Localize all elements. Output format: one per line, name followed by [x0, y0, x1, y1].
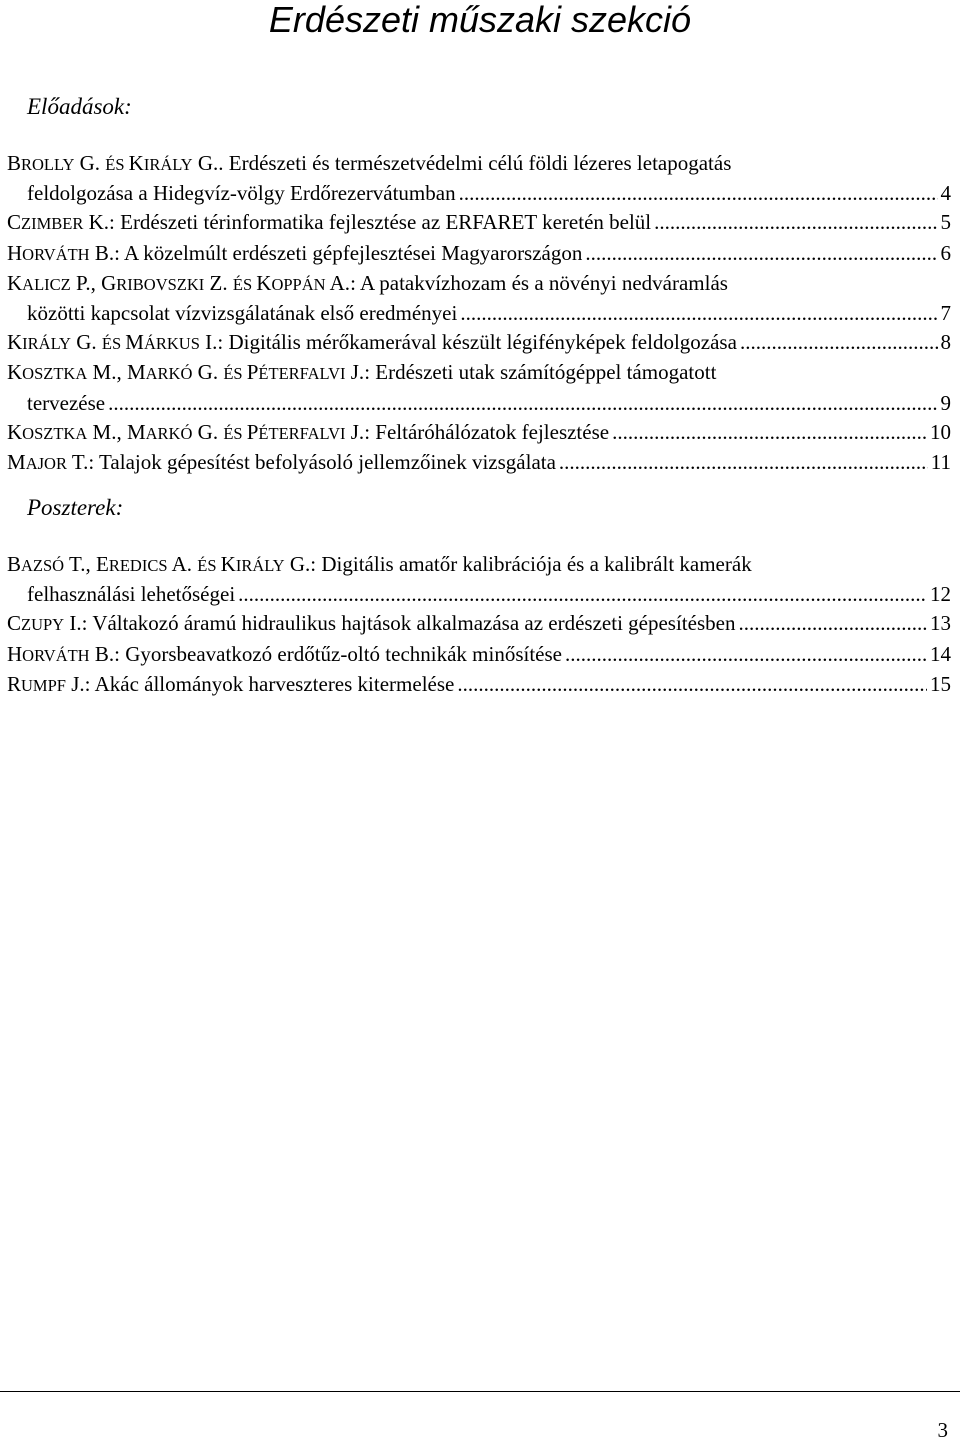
- toc-page-number: 15: [930, 671, 951, 696]
- toc-entry-line: [7, 269, 951, 299]
- toc-entry-title: . Erdészeti és természetvédelmi célú földi lézeres letapogatás: [218, 151, 732, 175]
- dot-leader: [565, 640, 927, 669]
- dot-leader: [654, 208, 937, 237]
- toc-entry-title: : Erdészeti utak számítógéppel támogatott: [364, 360, 717, 385]
- toc-entry-title: felhasználási lehetőségei: [27, 582, 236, 607]
- toc-entry-last-line: [7, 208, 951, 238]
- toc-page-number: 7: [940, 301, 951, 326]
- toc-entry-line: [7, 149, 951, 179]
- dot-leader: [238, 580, 927, 609]
- dot-leader: [612, 418, 927, 447]
- dot-leader: [460, 299, 937, 328]
- toc-entry-authors: HORVÁTH B.: [7, 641, 115, 666]
- page-title: Erdészeti műszaki szekció: [268, 0, 692, 40]
- toc-entry-last-line: [7, 389, 951, 418]
- toc-page-number: 4: [940, 181, 951, 206]
- section-heading-poszterek: Poszterek:: [27, 495, 124, 520]
- toc-entry-title: : Gyorsbeavatkozó erdőtűz-oltó technikák minősítése: [114, 641, 562, 666]
- toc-entry: [7, 550, 951, 609]
- toc-entry-authors: BAZSÓ T., EREDICS A. ÉS KIRÁLY G.: [7, 552, 311, 576]
- toc-entry-line: [7, 358, 951, 388]
- toc-page-number: 12: [930, 582, 951, 607]
- toc-entry-title: közötti kapcsolat vízvizsgálatának első eredményei: [27, 301, 458, 326]
- toc-page-number: 9: [940, 390, 951, 415]
- page-number: 3: [937, 1418, 948, 1442]
- toc-entry-authors: KOSZTKA M., MARKÓ G. ÉS PÉTERFALVI J.: [7, 419, 365, 444]
- toc-entry-last-line: [7, 609, 951, 639]
- dot-leader: [459, 179, 938, 208]
- toc-entry-authors: RUMPF J.: [7, 671, 85, 696]
- toc-list-eloadasok: [7, 149, 951, 478]
- toc-entry-last-line: [7, 448, 951, 478]
- toc-entry: [7, 670, 951, 700]
- toc-entry-title: : Erdészeti térinformatika fejlesztése az ERFARET keretén belül: [109, 210, 652, 235]
- toc-entry: [7, 239, 951, 269]
- toc-list-poszterek: [7, 550, 951, 700]
- toc-page-number: 14: [930, 641, 951, 666]
- toc-entry-authors: HORVÁTH B.: [7, 240, 115, 265]
- dot-leader: [457, 670, 927, 699]
- toc-entry: [7, 208, 951, 238]
- section-heading-eloadasok: Előadások:: [27, 94, 132, 119]
- toc-entry-title: : A közelmúlt erdészeti gépfejlesztései Magyarországon: [114, 240, 583, 265]
- toc-page-number: 11: [930, 450, 951, 475]
- toc-entry: [7, 418, 951, 448]
- toc-entry-last-line: [7, 328, 951, 358]
- toc-entry-title: feldolgozása a Hidegvíz-völgy Erdőrezervátumban: [27, 181, 456, 206]
- toc-entry-last-line: [7, 239, 951, 269]
- toc-page-number: 10: [930, 419, 951, 444]
- toc-entry: [7, 269, 951, 328]
- toc-entry-authors: BROLLY G. ÉS KIRÁLY G.: [7, 151, 219, 175]
- toc-entry-title: : Talajok gépesítést befolyásoló jellemzőinek vizsgálata: [88, 450, 556, 475]
- toc-entry: [7, 448, 951, 478]
- toc-entry-title: : Feltáróhálózatok fejlesztése: [364, 419, 610, 444]
- toc-page-number: 6: [940, 240, 951, 265]
- toc-entry-title: tervezése: [27, 390, 106, 415]
- toc-entry-authors: CZIMBER K.: [7, 210, 110, 235]
- toc-entry: [7, 640, 951, 670]
- toc-entry-authors: KALICZ P., GRIBOVSZKI Z. ÉS KOPPÁN A.: [7, 270, 351, 295]
- toc-entry-last-line: [7, 179, 951, 208]
- dot-leader: [738, 609, 927, 638]
- toc-entry-authors: KIRÁLY G. ÉS MÁRKUS I.: [7, 330, 218, 355]
- toc-entry-authors: MAJOR T.: [7, 450, 89, 475]
- toc-entry-title: : Akác állományok harveszteres kitermelése: [84, 671, 455, 696]
- toc-entry-last-line: [7, 580, 951, 609]
- toc-entry: [7, 609, 951, 639]
- toc-entry-last-line: [7, 640, 951, 670]
- dot-leader: [740, 328, 938, 357]
- dot-leader: [585, 239, 937, 268]
- toc-entry-last-line: [7, 418, 951, 448]
- footer-divider: [0, 1391, 960, 1392]
- toc-entry-title: : Digitális amatőr kalibrációja és a kalibrált kamerák: [310, 552, 752, 576]
- toc-entry-title: : A patakvízhozam és a növényi nedváramlás: [350, 270, 728, 295]
- toc-entry: [7, 358, 951, 417]
- toc-entry-title: : Váltakozó áramú hidraulikus hajtások alkalmazása az erdészeti gépesítésben: [81, 611, 736, 636]
- toc-entry-last-line: [7, 670, 951, 700]
- toc-page-number: 5: [940, 210, 951, 235]
- toc-entry-authors: KOSZTKA M., MARKÓ G. ÉS PÉTERFALVI J.: [7, 360, 365, 385]
- toc-entry: [7, 149, 951, 208]
- toc-entry-last-line: [7, 299, 951, 328]
- toc-page-number: 13: [930, 611, 951, 636]
- dot-leader: [559, 448, 928, 477]
- dot-leader: [108, 389, 937, 418]
- toc-page-number: 8: [940, 330, 951, 355]
- toc-entry: [7, 328, 951, 358]
- toc-entry-authors: CZUPY I.: [7, 611, 82, 636]
- toc-entry-line: [7, 550, 951, 580]
- toc-entry-title: : Digitális mérőkamerával készült légifényképek feldolgozása: [217, 330, 737, 355]
